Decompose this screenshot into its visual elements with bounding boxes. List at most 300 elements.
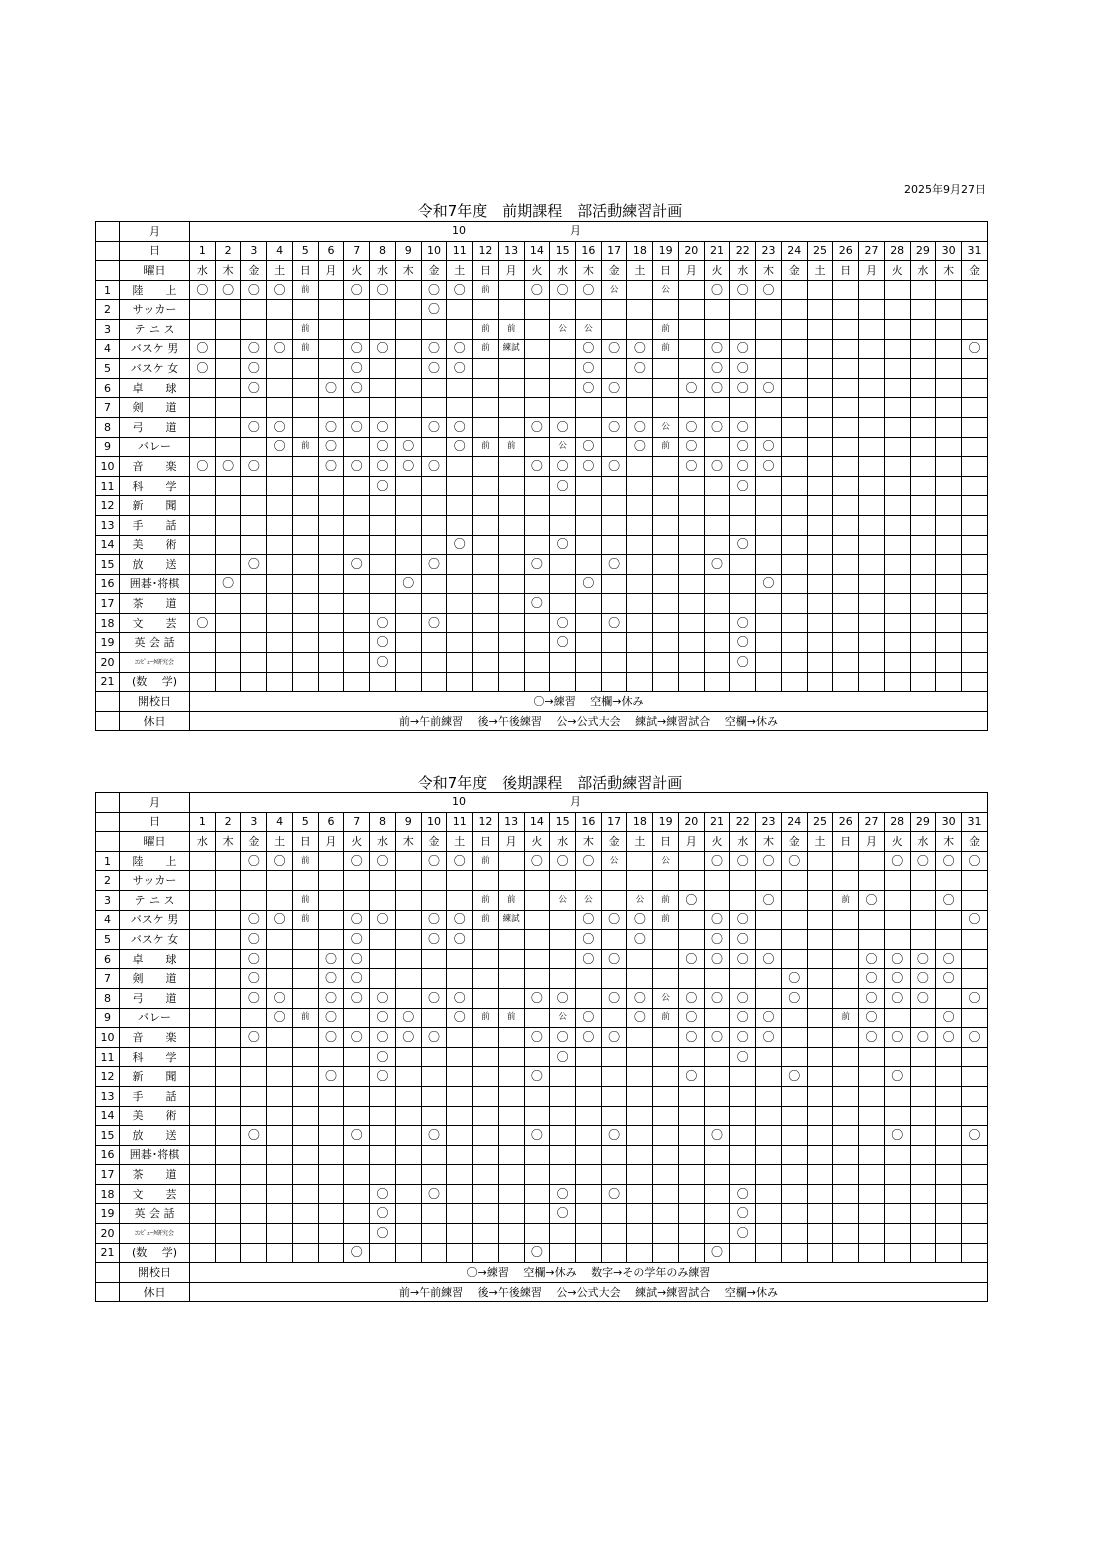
day-number: 13 (498, 241, 524, 261)
schedule-cell: 前 (653, 319, 679, 339)
schedule-cell: 〇 (884, 969, 910, 989)
schedule-cell (884, 1106, 910, 1126)
schedule-cell (447, 653, 473, 673)
club-number: 15 (96, 1126, 120, 1146)
schedule-cell (962, 1008, 988, 1028)
day-number: 28 (884, 241, 910, 261)
club-number: 13 (96, 1086, 120, 1106)
schedule-cell (627, 1028, 653, 1048)
schedule-cell: 前 (292, 910, 318, 930)
schedule-cell (807, 1184, 833, 1204)
schedule-cell: 〇 (524, 1243, 550, 1263)
schedule-cell (653, 969, 679, 989)
schedule-cell (395, 1047, 421, 1067)
schedule-cell (704, 476, 730, 496)
schedule-cell (524, 398, 550, 418)
schedule-cell (756, 1145, 782, 1165)
schedule-cell (807, 319, 833, 339)
schedule-cell (524, 672, 550, 692)
schedule-cell (781, 1047, 807, 1067)
weekday-cell: 金 (962, 261, 988, 281)
schedule-cell (395, 930, 421, 950)
schedule-cell (884, 457, 910, 477)
schedule-cell: 〇 (678, 457, 704, 477)
schedule-cell (344, 515, 370, 535)
schedule-cell (550, 871, 576, 891)
schedule-cell (704, 1165, 730, 1185)
schedule-cell: 〇 (447, 988, 473, 1008)
schedule-cell (653, 1243, 679, 1263)
schedule-cell (807, 910, 833, 930)
weekday-cell: 日 (292, 832, 318, 852)
schedule-cell (473, 1047, 499, 1067)
schedule-cell: 〇 (756, 851, 782, 871)
month-unit: 月 (570, 224, 581, 238)
schedule-cell (807, 1224, 833, 1244)
schedule-cell (781, 319, 807, 339)
schedule-cell: 〇 (576, 280, 602, 300)
schedule-cell (833, 1106, 859, 1126)
schedule-cell (910, 515, 936, 535)
schedule-cell (653, 1047, 679, 1067)
schedule-cell (421, 1145, 447, 1165)
schedule-cell: 〇 (704, 280, 730, 300)
schedule-cell: 〇 (318, 1028, 344, 1048)
schedule-cell (807, 378, 833, 398)
schedule-cell: 〇 (421, 280, 447, 300)
schedule-cell (190, 672, 216, 692)
schedule-cell (344, 535, 370, 555)
schedule-cell (498, 535, 524, 555)
schedule-cell (395, 515, 421, 535)
club-number: 8 (96, 417, 120, 437)
school-day-legend-row (96, 1263, 988, 1283)
day-number: 17 (601, 241, 627, 261)
schedule-cell (781, 594, 807, 614)
schedule-cell (807, 930, 833, 950)
schedule-cell: 〇 (756, 378, 782, 398)
schedule-cell (550, 555, 576, 575)
schedule-cell (395, 1224, 421, 1244)
schedule-cell: 〇 (962, 851, 988, 871)
schedule-cell (292, 594, 318, 614)
schedule-cell (627, 1243, 653, 1263)
schedule-cell (627, 1126, 653, 1146)
schedule-cell: 〇 (730, 1224, 756, 1244)
schedule-cell (550, 1086, 576, 1106)
schedule-cell (447, 574, 473, 594)
schedule-cell (498, 476, 524, 496)
schedule-cell (678, 515, 704, 535)
schedule-cell (936, 359, 962, 379)
schedule-cell (781, 1106, 807, 1126)
schedule-cell (190, 930, 216, 950)
schedule-cell: 〇 (550, 417, 576, 437)
club-name-text: 手 話 (132, 518, 177, 532)
club-number: 17 (96, 594, 120, 614)
schedule-cell (292, 672, 318, 692)
schedule-cell (498, 851, 524, 871)
schedule-cell (395, 535, 421, 555)
club-name (120, 653, 190, 673)
schedule-cell (215, 476, 241, 496)
schedule-cell (756, 1106, 782, 1126)
schedule-cell (473, 476, 499, 496)
schedule-cell: 前 (292, 339, 318, 359)
schedule-cell (370, 378, 396, 398)
schedule-cell: 〇 (524, 457, 550, 477)
schedule-cell (627, 851, 653, 871)
schedule-cell (884, 319, 910, 339)
schedule-cell: 〇 (884, 1028, 910, 1048)
schedule-cell (833, 594, 859, 614)
schedule-cell: 〇 (704, 851, 730, 871)
schedule-cell (910, 930, 936, 950)
schedule-cell (395, 1165, 421, 1185)
schedule-cell (833, 672, 859, 692)
schedule-cell (601, 1165, 627, 1185)
schedule-cell: 前 (292, 1008, 318, 1028)
schedule-cell (756, 1126, 782, 1146)
schedule-cell (215, 594, 241, 614)
schedule-cell (292, 1086, 318, 1106)
schedule-cell: 〇 (344, 280, 370, 300)
schedule-cell (601, 535, 627, 555)
schedule-cell (267, 1204, 293, 1224)
schedule-cell (370, 594, 396, 614)
schedule-cell (678, 1126, 704, 1146)
schedule-cell (318, 594, 344, 614)
schedule-cell (267, 1224, 293, 1244)
schedule-cell (859, 910, 885, 930)
club-name-text: 陸 上 (132, 283, 177, 297)
schedule-cell (807, 417, 833, 437)
schedule-cell: 前 (473, 339, 499, 359)
schedule-cell (756, 1165, 782, 1185)
schedule-cell (370, 496, 396, 516)
club-number: 3 (96, 890, 120, 910)
schedule-cell (936, 1184, 962, 1204)
schedule-cell (884, 930, 910, 950)
schedule-cell: 〇 (627, 930, 653, 950)
schedule-cell (704, 496, 730, 516)
schedule-cell (807, 280, 833, 300)
weekday-row (96, 261, 988, 281)
schedule-cell (730, 319, 756, 339)
schedule-cell: 〇 (576, 1028, 602, 1048)
day-number: 10 (421, 812, 447, 832)
schedule-cell (576, 476, 602, 496)
schedule-cell (678, 910, 704, 930)
day-number: 27 (859, 812, 885, 832)
schedule-cell (190, 633, 216, 653)
schedule-cell (884, 535, 910, 555)
club-row (96, 496, 988, 516)
schedule-cell (730, 1086, 756, 1106)
schedule-cell (910, 319, 936, 339)
schedule-cell (781, 633, 807, 653)
schedule-cell (962, 653, 988, 673)
schedule-cell (524, 378, 550, 398)
schedule-cell: 〇 (524, 594, 550, 614)
schedule-cell (833, 613, 859, 633)
schedule-cell (190, 1028, 216, 1048)
schedule-cell (421, 476, 447, 496)
day-number: 24 (781, 241, 807, 261)
day-number: 1 (190, 812, 216, 832)
schedule-cell (859, 359, 885, 379)
schedule-cell (215, 633, 241, 653)
schedule-cell (781, 476, 807, 496)
schedule-cell (318, 851, 344, 871)
schedule-cell (704, 653, 730, 673)
schedule-cell (524, 437, 550, 457)
schedule-cell (215, 1184, 241, 1204)
schedule-cell (498, 1067, 524, 1087)
schedule-cell (370, 555, 396, 575)
blank-cell (96, 832, 120, 852)
schedule-cell (653, 1224, 679, 1244)
schedule-cell: 公 (576, 319, 602, 339)
schedule-cell (807, 1028, 833, 1048)
schedule-cell (910, 653, 936, 673)
schedule-cell (267, 613, 293, 633)
schedule-cell (215, 969, 241, 989)
schedule-cell: 〇 (370, 988, 396, 1008)
schedule-cell (756, 535, 782, 555)
schedule-cell (550, 594, 576, 614)
schedule-cell (318, 496, 344, 516)
schedule-cell (267, 949, 293, 969)
schedule-cell (601, 1067, 627, 1087)
schedule-cell (936, 339, 962, 359)
club-name (120, 613, 190, 633)
schedule-cell (447, 871, 473, 891)
schedule-cell (318, 1047, 344, 1067)
schedule-cell: 〇 (241, 1028, 267, 1048)
schedule-cell: 〇 (730, 910, 756, 930)
day-number: 26 (833, 241, 859, 261)
schedule-cell: 〇 (627, 437, 653, 457)
schedule-cell (190, 417, 216, 437)
schedule-cell (962, 496, 988, 516)
schedule-cell (962, 890, 988, 910)
schedule-cell (756, 1224, 782, 1244)
schedule-cell (370, 949, 396, 969)
schedule-cell (859, 1165, 885, 1185)
schedule-cell: 〇 (756, 574, 782, 594)
schedule-cell (756, 417, 782, 437)
schedule-cell: 〇 (756, 1028, 782, 1048)
schedule-cell: 〇 (627, 988, 653, 1008)
day-number: 20 (678, 812, 704, 832)
schedule-cell (884, 1243, 910, 1263)
schedule-cell (267, 930, 293, 950)
schedule-cell: 前 (653, 890, 679, 910)
club-name (120, 988, 190, 1008)
schedule-cell (215, 890, 241, 910)
day-number: 15 (550, 812, 576, 832)
schedule-cell: 〇 (447, 930, 473, 950)
schedule-cell: 〇 (601, 457, 627, 477)
club-row (96, 535, 988, 555)
schedule-cell: 〇 (730, 988, 756, 1008)
schedule-cell (601, 496, 627, 516)
schedule-cell: 〇 (395, 574, 421, 594)
schedule-cell (344, 1165, 370, 1185)
schedule-cell: 〇 (704, 457, 730, 477)
schedule-cell (576, 969, 602, 989)
blank-cell (96, 711, 120, 731)
schedule-cell (678, 300, 704, 320)
weekday-cell: 火 (524, 261, 550, 281)
schedule-cell (962, 949, 988, 969)
schedule-cell (653, 378, 679, 398)
schedule-cell (910, 535, 936, 555)
schedule-cell (292, 476, 318, 496)
schedule-cell (807, 515, 833, 535)
schedule-cell (601, 1243, 627, 1263)
schedule-cell (704, 398, 730, 418)
schedule-cell (781, 398, 807, 418)
schedule-cell (704, 871, 730, 891)
schedule-cell (962, 555, 988, 575)
schedule-cell (190, 910, 216, 930)
day-number: 31 (962, 812, 988, 832)
schedule-cell: 〇 (730, 535, 756, 555)
schedule-cell: 〇 (344, 910, 370, 930)
schedule-cell: 〇 (370, 1224, 396, 1244)
schedule-cell (344, 300, 370, 320)
schedule-cell: 前 (653, 1008, 679, 1028)
club-name-text: バスケ 男 (130, 913, 179, 927)
day-number: 21 (704, 812, 730, 832)
schedule-cell (318, 1224, 344, 1244)
schedule-cell (678, 851, 704, 871)
schedule-cell (241, 574, 267, 594)
schedule-cell: 〇 (344, 359, 370, 379)
schedule-cell (215, 1243, 241, 1263)
schedule-cell: 〇 (859, 1008, 885, 1028)
schedule-cell (241, 1086, 267, 1106)
schedule-cell (781, 555, 807, 575)
schedule-cell (498, 300, 524, 320)
holiday-label: 休日 (120, 1282, 190, 1302)
day-label: 日 (120, 241, 190, 261)
schedule-cell (344, 594, 370, 614)
schedule-cell (550, 1126, 576, 1146)
schedule-cell (524, 949, 550, 969)
schedule-cell: 〇 (627, 417, 653, 437)
schedule-cell (498, 1145, 524, 1165)
schedule-cell (292, 988, 318, 1008)
club-name (120, 457, 190, 477)
schedule-cell (884, 594, 910, 614)
schedule-cell: 〇 (344, 949, 370, 969)
club-name (120, 1086, 190, 1106)
schedule-cell: 〇 (370, 476, 396, 496)
schedule-cell (756, 476, 782, 496)
schedule-cell (498, 871, 524, 891)
schedule-cell (421, 398, 447, 418)
schedule-cell (292, 1165, 318, 1185)
club-row (96, 1126, 988, 1146)
club-number: 20 (96, 653, 120, 673)
club-name (120, 930, 190, 950)
schedule-cell: 〇 (241, 930, 267, 950)
schedule-cell (627, 949, 653, 969)
club-number: 6 (96, 949, 120, 969)
schedule-cell: 〇 (781, 1067, 807, 1087)
schedule-cell (859, 653, 885, 673)
schedule-cell (627, 1204, 653, 1224)
club-row (96, 871, 988, 891)
schedule-cell (884, 1224, 910, 1244)
schedule-cell (524, 1047, 550, 1067)
schedule-cell (344, 1008, 370, 1028)
schedule-cell (627, 555, 653, 575)
schedule-cell (910, 496, 936, 516)
schedule-cell (421, 1165, 447, 1185)
schedule-cell: 〇 (730, 1008, 756, 1028)
club-name-text: 弓 道 (132, 420, 177, 434)
schedule-cell (601, 437, 627, 457)
club-name-text: 音 楽 (132, 459, 177, 473)
schedule-cell: 前 (498, 890, 524, 910)
schedule-cell (730, 969, 756, 989)
weekday-cell: 土 (627, 261, 653, 281)
schedule-cell: 〇 (318, 457, 344, 477)
schedule-cell (190, 969, 216, 989)
club-row (96, 851, 988, 871)
club-name (120, 672, 190, 692)
schedule-cell: 〇 (678, 437, 704, 457)
schedule-cell: 〇 (370, 1028, 396, 1048)
schedule-cell (421, 1243, 447, 1263)
schedule-cell (395, 378, 421, 398)
schedule-cell (498, 672, 524, 692)
club-row (96, 1106, 988, 1126)
schedule-cell: 〇 (318, 378, 344, 398)
club-row (96, 555, 988, 575)
schedule-cell (653, 1106, 679, 1126)
schedule-cell (884, 871, 910, 891)
weekday-cell: 水 (910, 261, 936, 281)
day-number: 19 (653, 241, 679, 261)
schedule-cell (267, 1165, 293, 1185)
schedule-cell (421, 319, 447, 339)
schedule-cell: 〇 (730, 280, 756, 300)
schedule-cell (292, 300, 318, 320)
schedule-cell (859, 398, 885, 418)
schedule-cell: 前 (833, 890, 859, 910)
schedule-cell (678, 398, 704, 418)
schedule-cell (807, 1126, 833, 1146)
day-number: 13 (498, 812, 524, 832)
schedule-cell (215, 851, 241, 871)
day-number: 25 (807, 812, 833, 832)
schedule-cell (756, 319, 782, 339)
schedule-cell: 〇 (370, 1008, 396, 1028)
school-day-legend: 〇→練習 空欄→休み (190, 692, 988, 712)
schedule-cell (241, 871, 267, 891)
schedule-cell (730, 890, 756, 910)
schedule-cell (910, 1106, 936, 1126)
schedule-cell (550, 398, 576, 418)
schedule-cell (730, 1165, 756, 1185)
schedule-cell: 〇 (241, 359, 267, 379)
schedule-cell (601, 969, 627, 989)
